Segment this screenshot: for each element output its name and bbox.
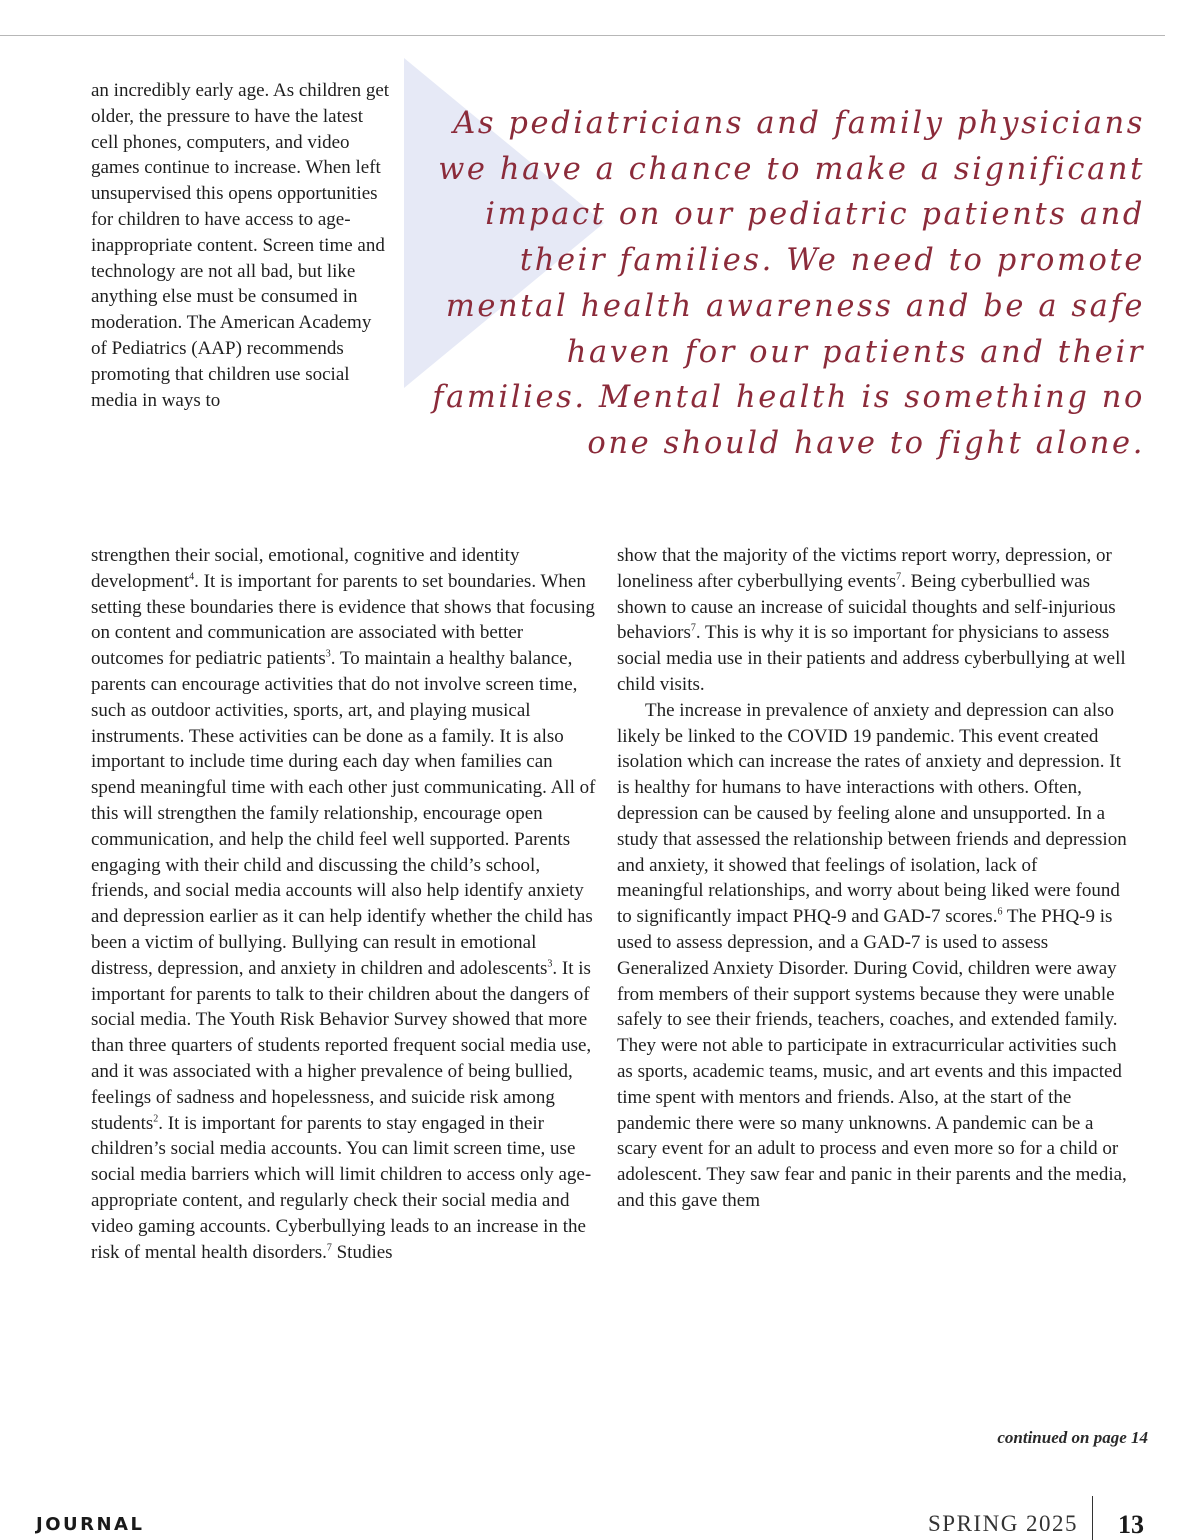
footnote-ref: 3 bbox=[325, 648, 331, 660]
text-run: . This is why it is so important for physicians to assess social media use in their patients and address cyberbullying at well child visits. bbox=[617, 622, 1126, 695]
intro-paragraph: an incredibly early age. As children get older, the pressure to have the latest cell phones, computers, and video games continue to increase. When left unsupervised this opens opportunities for children to have access to age-inappropriate content. Screen time and technology are not all bad, but like anything else must be consumed in moderation. The American Academy of Pediatrics (AAP) recommends promoting that children use social media in ways to bbox=[91, 80, 390, 411]
footnote-ref: 3 bbox=[547, 958, 553, 970]
footnote-ref: 6 bbox=[997, 906, 1003, 918]
left-column bbox=[91, 543, 596, 1265]
right-paragraph-2 bbox=[617, 698, 1127, 1214]
left-paragraph bbox=[91, 543, 596, 1265]
footnote-ref: 7 bbox=[690, 623, 696, 635]
text-run: . It is important for parents to talk to their children about the dangers of social media. The Youth Risk Behavior Survey showed that more than three quarters of students reported frequent social media use, and it was associated with a higher prevalence of being bullied, feelings of sadness and hopelessness, and suicide risk among students bbox=[91, 957, 592, 1134]
footnote-ref: 7 bbox=[896, 571, 902, 583]
footer-divider bbox=[1092, 1496, 1093, 1540]
text-run: The increase in prevalence of anxiety and depression can also likely be linked to the COVID 19 pandemic. This event created isolation which can increase the rates of anxiety and depression. It is healthy for humans to have interactions with others. Often, depression can be caused by feeling alone and unsupported. In a study that assessed the relationship between friends and depression and anxiety, it showed that feelings of isolation, lack of meaningful relationships, and worry about being liked were found to significantly impact PHQ-9 and GAD-7 scores. bbox=[617, 699, 1127, 928]
continued-note: continued on page 14 bbox=[997, 1428, 1148, 1447]
right-paragraph-1 bbox=[617, 543, 1127, 698]
text-run: . Being cyberbullied was shown to cause an increase of suicidal thoughts and self-injurious behaviors bbox=[617, 570, 1116, 644]
top-rule bbox=[0, 35, 1165, 36]
text-run: . It is important for parents to stay engaged in their children’s social media accounts. You can limit screen time, use social media barriers which will limit children to access only age-appropriate content, and regularly check their social media and video gaming accounts. Cyberbullying leads to an increase in the risk of mental health disorders. bbox=[91, 1112, 592, 1263]
text-run: Studies bbox=[331, 1241, 393, 1263]
pull-quote: As pediatricians and family physicians we have a chance to make a significant impact on our pediatric patients and their families. We need to promote mental health awareness and be a safe haven for our patients and their families. Mental health is something no one should have to fight alone. bbox=[432, 106, 1145, 461]
footnote-ref: 7 bbox=[326, 1242, 332, 1254]
page-number: 13 bbox=[1118, 1510, 1144, 1539]
footnote-ref: 2 bbox=[153, 1113, 159, 1125]
text-run: . To maintain a healthy balance, parents can encourage activities that do not involve screen time, such as outdoor activities, sports, art, and playing musical instruments. These activities can be done as a family. It is also important to include time during each day when families can spend meaningful time with each other just communicating. All of this will strengthen the family relationship, encourage open communication, and help the child feel well supported. Parents engaging with their child and discussing the child’s school, friends, and social media accounts will also help identify anxiety and depression earlier as it can help identify whether the child has been a victim of bullying. Bullying can result in emotional distress, depression, and anxiety in children and adolescents bbox=[91, 648, 596, 979]
text-run: show that the majority of the victims report worry, depression, or loneliness after cyberbullying events bbox=[617, 545, 1112, 592]
footer-journal-label: JOURNAL bbox=[36, 1514, 145, 1535]
right-column bbox=[617, 543, 1127, 1214]
intro-column bbox=[91, 78, 391, 413]
text-run: The PHQ-9 is used to assess depression, and a GAD-7 is used to assess Generalized Anxiety Disorder. During Covid, children were away from members of their support systems because they were unable safely to see their friends, teachers, coaches, and extended family. They were not able to participate in extracurricular activities such as sports, academic teams, music, and art events and this impacted time spent with mentors and friends. Also, at the start of the pandemic there were so many unknowns. A pandemic can be a scary event for an adult to process and even more so for a child or adolescent. They saw fear and panic in their parents and the media, and this gave them bbox=[617, 906, 1127, 1211]
footer-issue-date: SPRING 2025 bbox=[928, 1511, 1079, 1536]
footnote-ref: 4 bbox=[189, 571, 195, 583]
text-run: . It is important for parents to set boundaries. When setting these boundaries there is evidence that shows that focusing on content and communication are associated with better outcomes for pediatric patients bbox=[91, 570, 595, 670]
text-run: strengthen their social, emotional, cognitive and identity development bbox=[91, 545, 520, 592]
